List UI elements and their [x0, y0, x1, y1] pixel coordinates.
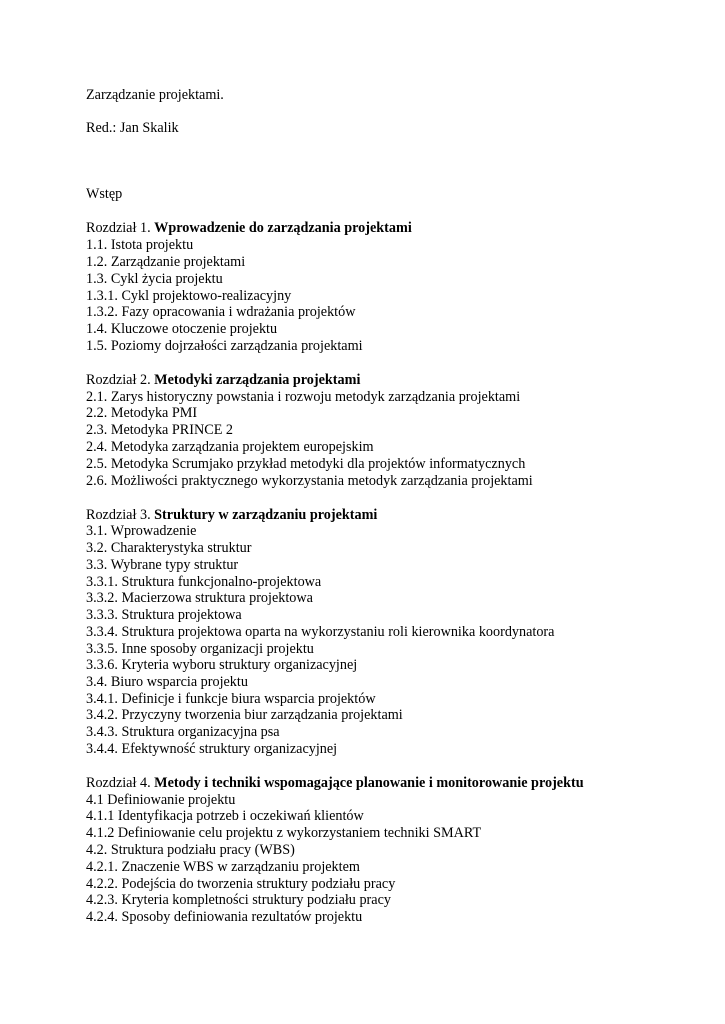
chapter-title: Metodyki zarządzania projektami [154, 372, 361, 388]
toc-item: 1.4. Kluczowe otoczenie projektu [86, 321, 278, 337]
toc-item: 4.2.1. Znaczenie WBS w zarządzaniu projektem [86, 859, 360, 875]
toc-item: 1.2. Zarządzanie projektami [86, 254, 246, 270]
toc-item: 4.1.1 Identyfikacja potrzeb i oczekiwań klientów [86, 808, 364, 824]
toc-item: 3.1. Wprowadzenie [86, 523, 197, 539]
toc-item: 4.2.4. Sposoby definiowania rezultatów projektu [86, 909, 363, 925]
chapter-title: Wprowadzenie do zarządzania projektami [154, 220, 412, 236]
chapter-heading [86, 372, 360, 389]
toc-item: 2.1. Zarys historyczny powstania i rozwoju metodyk zarządzania projektami [86, 389, 521, 405]
toc-item: 2.3. Metodyka PRINCE 2 [86, 422, 233, 438]
toc-item: 3.4.2. Przyczyny tworzenia biur zarządzania projektami [86, 707, 403, 723]
chapter-title: Struktury w zarządzaniu projektami [154, 507, 378, 523]
toc-item: 4.1.2 Definiowanie celu projektu z wykorzystaniem techniki SMART [86, 825, 482, 841]
chapter-heading [86, 775, 584, 792]
toc-item: 3.3.5. Inne sposoby organizacji projektu [86, 641, 314, 657]
toc-item: 3.3.6. Kryteria wyboru struktury organizacyjnej [86, 657, 358, 673]
toc-item: 1.1. Istota projektu [86, 237, 194, 253]
toc-item: 3.3.2. Macierzowa struktura projektowa [86, 590, 313, 606]
chapter-heading [86, 220, 412, 237]
toc-item: 3.4.1. Definicje i funkcje biura wsparcia projektów [86, 691, 376, 707]
chapter-prefix: Rozdział 3. [86, 507, 155, 523]
toc-item: 2.6. Możliwości praktycznego wykorzystania metodyk zarządzania projektami [86, 473, 533, 489]
toc-item: 2.2. Metodyka PMI [86, 405, 198, 421]
toc-item: 3.3. Wybrane typy struktur [86, 557, 239, 573]
editor-line: Red.: Jan Skalik [86, 120, 179, 136]
toc-item: 4.2.3. Kryteria kompletności struktury podziału pracy [86, 892, 391, 908]
chapter-prefix: Rozdział 2. [86, 372, 155, 388]
chapter-title: Metody i techniki wspomagające planowanie i monitorowanie projektu [154, 775, 584, 791]
toc-item: 4.1 Definiowanie projektu [86, 792, 236, 808]
document-title: Zarządzanie projektami. [86, 87, 224, 103]
toc-item: 3.4.4. Efektywność struktury organizacyjnej [86, 741, 338, 757]
chapter-heading [86, 507, 377, 524]
toc-item: 3.4. Biuro wsparcia projektu [86, 674, 248, 690]
toc-item: 3.3.3. Struktura projektowa [86, 607, 242, 623]
toc-item: 3.3.4. Struktura projektowa oparta na wykorzystaniu roli kierownika koordynatora [86, 624, 555, 640]
toc-item: 1.3. Cykl życia projektu [86, 271, 223, 287]
toc-item: 2.5. Metodyka Scrumjako przykład metodyki dla projektów informatycznych [86, 456, 526, 472]
toc-item: 3.3.1. Struktura funkcjonalno-projektowa [86, 574, 322, 590]
toc-item: 2.4. Metodyka zarządzania projektem europejskim [86, 439, 374, 455]
intro-heading: Wstęp [86, 186, 123, 202]
toc-item: 4.2.2. Podejścia do tworzenia struktury podziału pracy [86, 876, 396, 892]
toc-item: 1.3.1. Cykl projektowo-realizacyjny [86, 288, 292, 304]
chapter-prefix: Rozdział 4. [86, 775, 155, 791]
toc-item: 1.5. Poziomy dojrzałości zarządzania projektami [86, 338, 363, 354]
chapter-prefix: Rozdział 1. [86, 220, 155, 236]
toc-item: 3.2. Charakterystyka struktur [86, 540, 252, 556]
toc-item: 1.3.2. Fazy opracowania i wdrażania projektów [86, 304, 356, 320]
toc-item: 4.2. Struktura podziału pracy (WBS) [86, 842, 295, 858]
toc-item: 3.4.3. Struktura organizacyjna psa [86, 724, 280, 740]
